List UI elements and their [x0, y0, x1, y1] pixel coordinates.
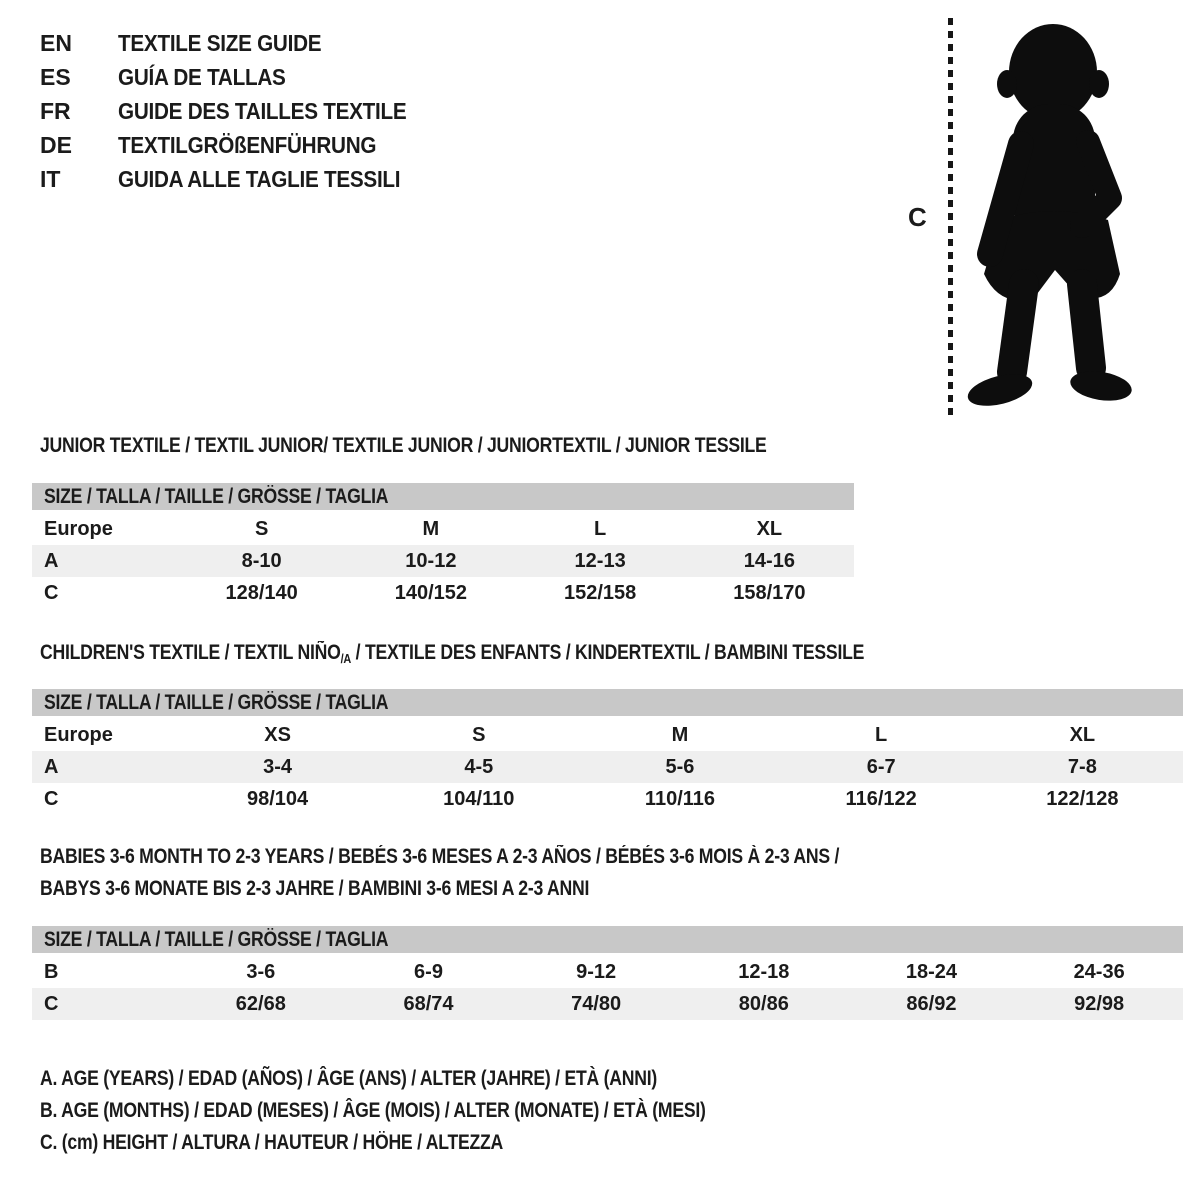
table-row-a	[32, 751, 1183, 783]
guide-title: GUÍA DE TALLAS	[118, 64, 286, 90]
babies-section-title-line1: BABIES 3-6 MONTH TO 2-3 YEARS / BEBÉS 3-6 MESES A 2-3 AÑOS / BÉBÉS 3-6 MOIS À 2-3 ANS /	[40, 845, 840, 868]
row-label: A	[44, 755, 59, 778]
guide-title: GUIDE DES TAILLES TEXTILE	[118, 98, 407, 124]
table-row-b	[32, 955, 1183, 989]
cell: 158/170	[733, 581, 806, 604]
cell: 7-8	[1067, 755, 1097, 778]
cell: 80/86	[738, 992, 789, 1015]
children-section-title: CHILDREN'S TEXTILE / TEXTIL $NIÑO_{/A}$ / TEXTILE DES ENFANTS / KINDERTEXTIL / BAMBINI TESSILE	[40, 641, 865, 666]
cell: 128/140	[225, 581, 298, 604]
cell: 98/104	[247, 787, 309, 810]
row-label: Europe	[44, 517, 113, 540]
cell: 152/158	[563, 581, 637, 604]
row-label: A	[44, 549, 59, 572]
note-a-age-years: A. AGE (YEARS) / EDAD (AÑOS) / ÂGE (ANS) / ALTER (JAHRE) / ETÀ (ANNI)	[40, 1067, 658, 1090]
cell: XL	[1069, 723, 1096, 746]
table-row-c	[32, 577, 854, 609]
lang-row-fr	[40, 94, 439, 128]
cell: 12-13	[574, 549, 626, 572]
lang-code: ES	[40, 64, 71, 90]
cell: 62/68	[235, 992, 286, 1015]
cell: 6-7	[866, 755, 896, 778]
language-title-block	[40, 26, 439, 196]
junior-size-table	[32, 483, 854, 609]
row-label: B	[44, 960, 59, 983]
cell: L	[875, 723, 888, 746]
table-row-europe	[32, 512, 854, 546]
cell: S	[472, 723, 486, 746]
guide-title: GUIDA ALLE TAGLIE TESSILI	[118, 166, 401, 192]
cell: 8-10	[241, 549, 282, 572]
cell: 14-16	[743, 549, 795, 572]
note-c-height-cm: C. (cm) HEIGHT / ALTURA / HAUTEUR / HÖHE / ALTEZZA	[40, 1131, 504, 1154]
junior-section-title: JUNIOR TEXTILE / TEXTIL JUNIOR/ TEXTILE JUNIOR / JUNIORTEXTIL / JUNIOR TESSILE	[40, 434, 767, 457]
cell: XS	[264, 723, 291, 746]
size-header-bar: SIZE / TALLA / TAILLE / GRÖSSE / TAGLIA	[32, 689, 1183, 718]
lang-code: FR	[40, 98, 71, 124]
cell: 10-12	[405, 549, 457, 572]
cell: 5-6	[665, 755, 695, 778]
row-label: C	[44, 787, 59, 810]
guide-title: TEXTILE SIZE GUIDE	[118, 30, 322, 56]
size-header-bar: SIZE / TALLA / TAILLE / GRÖSSE / TAGLIA	[32, 926, 1183, 955]
lang-row-it	[40, 162, 439, 196]
cell: 122/128	[1046, 787, 1119, 810]
cell: 110/116	[644, 787, 716, 810]
cell: 6-9	[414, 960, 443, 983]
row-label: C	[44, 581, 59, 604]
toddler-silhouette-icon	[958, 12, 1148, 422]
row-label: Europe	[44, 723, 113, 746]
cell: XL	[756, 517, 783, 540]
table-row-a	[32, 545, 854, 577]
cell: 12-18	[738, 960, 790, 983]
lang-code: DE	[40, 132, 72, 158]
lang-code: IT	[40, 166, 61, 192]
cell: 18-24	[905, 960, 958, 983]
lang-row-en	[40, 26, 439, 60]
cell: S	[254, 517, 269, 540]
cell: 3-4	[263, 755, 293, 778]
babies-section-title-line2: BABYS 3-6 MONATE BIS 2-3 JAHRE / BAMBINI 3-6 MESI A 2-3 ANNI	[40, 877, 590, 900]
size-header-bar: SIZE / TALLA / TAILLE / GRÖSSE / TAGLIA	[32, 483, 854, 512]
cell: 104/110	[443, 787, 515, 810]
lang-row-es	[40, 60, 439, 94]
table-row-europe	[32, 718, 1183, 752]
cell: L	[594, 517, 607, 540]
cell: 9-12	[576, 960, 617, 983]
table-row-c	[32, 988, 1183, 1020]
cell: M	[671, 723, 689, 746]
lang-code: EN	[40, 30, 72, 56]
table-row-c	[32, 783, 1183, 815]
cell: 140/152	[394, 581, 468, 604]
row-label: C	[44, 992, 59, 1015]
cell: 3-6	[246, 960, 276, 983]
cell: 4-5	[464, 755, 494, 778]
cell: 116/122	[845, 787, 917, 810]
measure-c-label: C	[908, 202, 927, 232]
cell: 86/92	[906, 992, 957, 1015]
cell: 68/74	[403, 992, 454, 1015]
note-b-age-months: B. AGE (MONTHS) / EDAD (MESES) / ÂGE (MOIS) / ALTER (MONATE) / ETÀ (MESI)	[40, 1099, 706, 1122]
guide-title: TEXTILGRÖßENFÜHRUNG	[118, 132, 377, 158]
lang-row-de	[40, 128, 439, 162]
babies-size-table	[32, 926, 1183, 1020]
cell: M	[422, 517, 440, 540]
nino-a-subscript: /A	[340, 651, 352, 666]
cell: 74/80	[571, 992, 622, 1015]
cell: 24-36	[1073, 960, 1125, 983]
cell: 92/98	[1074, 992, 1125, 1015]
height-measure-dotted-line	[948, 18, 953, 416]
children-size-table	[32, 689, 1183, 815]
